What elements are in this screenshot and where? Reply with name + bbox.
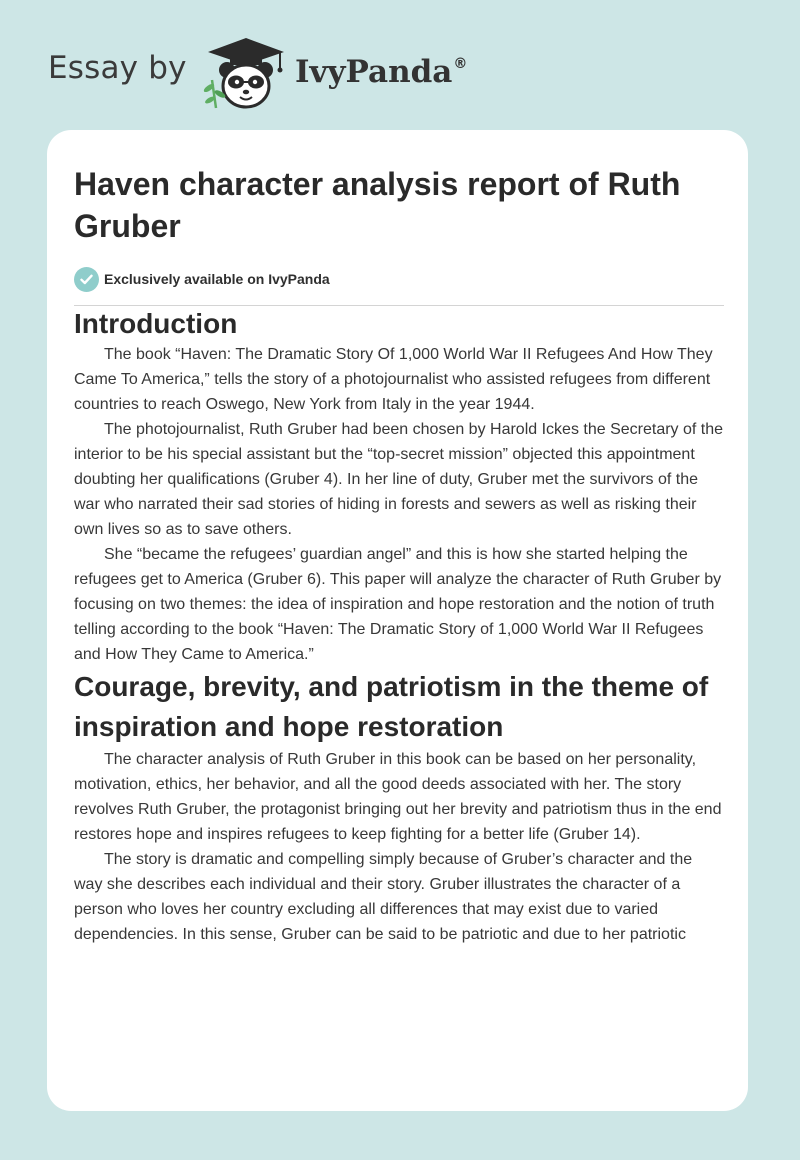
- article-card: [47, 130, 748, 1111]
- paragraph: The story is dramatic and compelling simply because of Gruber’s character and the way she describes each individual and their story. Gruber illustrates the character of a person who loves her country excluding all differences that may exist due to varied dependencies. In this sense, Gruber can be said to be patriotic and due to her patriotic: [74, 851, 693, 943]
- registered-mark: ®: [453, 56, 468, 72]
- panda-logo-icon[interactable]: [200, 36, 292, 112]
- article-content: [74, 163, 724, 947]
- section-heading-introduction: Introduction: [74, 308, 238, 339]
- paragraph: She “became the refugees’ guardian angel” and this is how she started helping the refugees get to America (Gruber 6). This paper will analyze the character of Ruth Gruber by focusing on two themes: the idea of inspiration and hope restoration and the notion of truth telling according to the book “Haven: The Dramatic Story of 1,000 World War II Refugees and How They Came to America.”: [74, 546, 722, 663]
- article-title: Haven character analysis report of Ruth Gruber: [74, 166, 681, 244]
- paragraph: The photojournalist, Ruth Gruber had been chosen by Harold Ickes the Secretary of the interior to be his special assistant but the “top-secret mission” objected this appointment doubting her qualifications (Gruber 4). In her line of duty, Gruber met the survivors of the war who narrated their sad stories of hiding in forests and sewers as well as risking their own lives so as to save others.: [74, 421, 724, 538]
- essay-by-label: Essay by: [48, 50, 187, 86]
- paragraph: The book “Haven: The Dramatic Story Of 1,000 World War II Refugees And How They Came To America,” tells the story of a photojournalist who assisted refugees from different countries to reach Oswego, New York from Italy in the year 1944.: [74, 346, 713, 413]
- exclusive-label: Exclusively available on IvyPanda: [104, 271, 330, 287]
- brand-name-text: IvyPanda: [295, 54, 453, 90]
- exclusive-notice: [74, 265, 724, 293]
- paragraph: The character analysis of Ruth Gruber in this book can be based on her personality, motivation, ethics, her behavior, and all the good deeds associated with her. The story revolves Ruth Gruber, the protagonist bringing out her brevity and patriotism thus in the end restores hope and inspires refugees to keep fighting for a better life (Gruber 14).: [74, 751, 722, 843]
- ivypanda-brand[interactable]: [295, 54, 467, 90]
- site-header: [0, 0, 800, 130]
- checkmark-icon: [74, 267, 99, 292]
- section-heading-courage: Courage, brevity, and patriotism in the theme of inspiration and hope restoration: [74, 671, 709, 742]
